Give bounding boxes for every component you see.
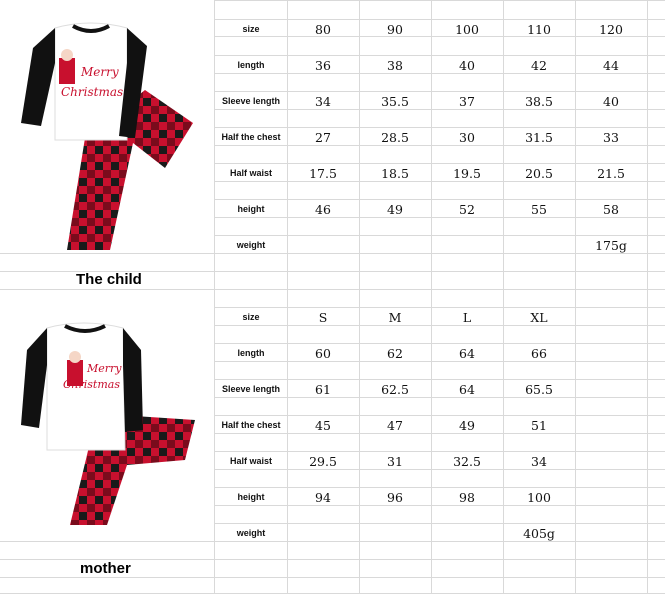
grid-row-line: [214, 235, 665, 236]
table-cell: 32.5: [453, 454, 481, 469]
table-cell: 38: [387, 58, 403, 73]
grid-row-line: [214, 505, 665, 506]
grid-row-line: [214, 163, 665, 164]
grid-row-line: [214, 343, 665, 344]
table-cell: 52: [459, 202, 475, 217]
grid-row-line: [214, 145, 665, 146]
mother-photo: [15, 320, 200, 525]
grid-row-line: [214, 127, 665, 128]
table-cell: 30: [459, 130, 475, 145]
grid-row-line: [214, 523, 665, 524]
table-cell: 27: [315, 130, 331, 145]
grid-row-line: [214, 0, 665, 1]
grid-row-line: [214, 487, 665, 488]
table-cell: 64: [459, 382, 475, 397]
table-cell: 17.5: [309, 166, 337, 181]
table-cell: 21.5: [597, 166, 625, 181]
child-caption: The child: [76, 271, 142, 288]
grid-row-line: [214, 361, 665, 362]
table-cell: 66: [531, 346, 547, 361]
table-cell: 49: [387, 202, 403, 217]
row-label: length: [237, 348, 265, 358]
table-cell: 98: [459, 490, 475, 505]
table-cell: XL: [530, 310, 548, 325]
grid-row-line: [214, 91, 665, 92]
table-cell: 64: [459, 346, 475, 361]
grid-row-line: [0, 577, 665, 578]
grid-row-line: [214, 451, 665, 452]
table-cell: 55: [531, 202, 547, 217]
table-cell: 34: [315, 94, 331, 109]
table-cell: 61: [315, 382, 331, 397]
table-cell: 31: [387, 454, 403, 469]
row-label: height: [237, 204, 265, 214]
table-cell: 46: [315, 202, 331, 217]
row-label: Sleeve length: [221, 384, 281, 394]
grid-row-line: [0, 253, 665, 254]
grid-row-line: [214, 379, 665, 380]
grid-row-line: [0, 541, 665, 542]
table-cell: 40: [459, 58, 475, 73]
table-cell: 120: [599, 22, 623, 37]
row-label: Half waist: [229, 456, 272, 466]
row-label: Half the chest: [221, 132, 281, 142]
row-label: Sleeve length: [221, 96, 281, 106]
table-cell: 34: [531, 454, 547, 469]
table-cell: 19.5: [453, 166, 481, 181]
table-cell: 175g: [595, 238, 627, 253]
grid-row-line: [214, 469, 665, 470]
row-label: Half waist: [229, 168, 272, 178]
grid-row-line: [214, 199, 665, 200]
table-cell: 62.5: [381, 382, 409, 397]
table-cell: 18.5: [381, 166, 409, 181]
child-photo: [15, 18, 200, 250]
grid-row-line: [214, 415, 665, 416]
grid-row-line: [214, 433, 665, 434]
grid-row-line: [214, 325, 665, 326]
grid-row-line: [214, 217, 665, 218]
table-cell: 100: [527, 490, 551, 505]
table-cell: 35.5: [381, 94, 409, 109]
row-label: size: [242, 312, 260, 322]
table-cell: 44: [603, 58, 619, 73]
grid-row-line: [0, 289, 665, 290]
table-cell: 38.5: [525, 94, 553, 109]
shirt-text-1: Merry: [87, 362, 122, 375]
shirt-text-2: Christmas: [61, 85, 124, 99]
row-label: size: [242, 24, 260, 34]
table-cell: 33: [603, 130, 619, 145]
table-cell: 37: [459, 94, 475, 109]
row-label: Half the chest: [221, 420, 281, 430]
table-cell: L: [462, 310, 472, 325]
grid-row-line: [214, 181, 665, 182]
grid-row-line: [214, 55, 665, 56]
mother-caption: mother: [80, 560, 131, 577]
table-cell: 60: [315, 346, 331, 361]
grid-row-line: [214, 73, 665, 74]
table-cell: 45: [315, 418, 331, 433]
table-cell: 100: [455, 22, 479, 37]
table-cell: 58: [603, 202, 619, 217]
table-cell: 62: [387, 346, 403, 361]
table-cell: 65.5: [525, 382, 553, 397]
table-cell: 405g: [523, 526, 555, 541]
row-label: weight: [236, 240, 266, 250]
table-cell: 31.5: [525, 130, 553, 145]
row-label: height: [237, 492, 265, 502]
grid-row-line: [214, 397, 665, 398]
row-label: length: [237, 60, 265, 70]
table-cell: 29.5: [309, 454, 337, 469]
table-cell: 42: [531, 58, 547, 73]
table-cell: 94: [315, 490, 331, 505]
table-cell: 47: [387, 418, 403, 433]
table-cell: 36: [315, 58, 331, 73]
table-cell: 96: [387, 490, 403, 505]
shirt-text-2: Christmas: [63, 378, 120, 391]
row-label: weight: [236, 528, 266, 538]
table-cell: 90: [387, 22, 403, 37]
table-cell: 49: [459, 418, 475, 433]
table-cell: S: [318, 310, 328, 325]
table-cell: 110: [527, 22, 551, 37]
table-cell: 40: [603, 94, 619, 109]
grid-row-line: [214, 19, 665, 20]
grid-row-line: [214, 109, 665, 110]
table-cell: 80: [315, 22, 331, 37]
table-cell: 28.5: [381, 130, 409, 145]
grid-row-line: [214, 307, 665, 308]
table-cell: M: [388, 310, 402, 325]
table-cell: 51: [531, 418, 547, 433]
table-cell: 20.5: [525, 166, 553, 181]
shirt-text-1: Merry: [81, 65, 119, 79]
